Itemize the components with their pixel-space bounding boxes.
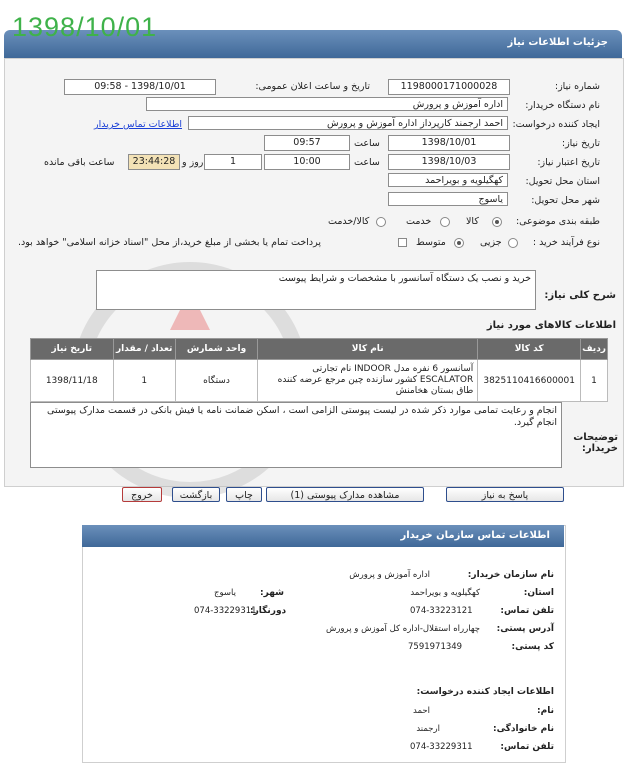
attachments-button[interactable]: مشاهده مدارک پیوستی (1) (266, 487, 424, 502)
creator-field: احمد ارجمند کارپرداز اداره آموزش و پرورش (188, 116, 508, 130)
contact-postal-label: کد پستی: (511, 642, 554, 652)
validity-time-label: ساعت (354, 157, 380, 168)
col-code: کد کالا (478, 339, 581, 360)
window-title: جزئیات اطلاعات نیاز (507, 37, 608, 48)
creator-phone-label: تلفن تماس: (500, 742, 554, 752)
creator-name: احمد (413, 706, 430, 716)
goods-table (30, 338, 608, 402)
days-label: روز و (182, 157, 204, 168)
validity-date-field: 1398/10/03 (388, 154, 510, 170)
contact-province: کهگیلویه و بویراحمد (410, 588, 480, 598)
cell-row: 1 (581, 360, 608, 402)
announce-label: تاریخ و ساعت اعلان عمومی: (255, 81, 370, 92)
need-date-label: تاریخ نیاز: (561, 138, 600, 149)
buyer-notes-textbox: انجام و رعایت تمامی موارد ذکر شده در لیست پیوستی الزامی است ، اسکن ضمانت نامه یا فیش بانکی در قسمت مدارک پیوستی انجام گیرد. (30, 402, 562, 468)
city-label: شهر محل تحویل: (531, 195, 600, 206)
cell-qty: 1 (113, 360, 175, 402)
cell-name: آسانسور 6 نفره مدل INDOOR نام تجارتی ESCALATOR کشور سازنده چین مرجع عرضه کننده طاق بستان هخامنش (258, 360, 478, 402)
goods-table-header (31, 339, 608, 360)
contact-fax: 074-33229311 (194, 606, 257, 616)
contact-org-label: نام سازمان خریدار: (467, 570, 554, 580)
col-qty: تعداد / مقدار (113, 339, 175, 360)
cell-date: 1398/11/18 (31, 360, 114, 402)
process-radio-minor[interactable] (508, 238, 518, 248)
contact-province-label: استان: (523, 588, 554, 598)
remaining-time-field: 23:44:28 (128, 154, 180, 170)
contact-city-label: شهر: (260, 588, 284, 598)
back-button[interactable]: بازگشت (172, 487, 220, 502)
contact-title: اطلاعات تماس سازمان خریدار (400, 530, 550, 541)
date-stamp: 1398/10/01 (12, 12, 158, 42)
process-option-minor: جزیی (480, 237, 502, 248)
contact-org: اداره آموزش و پرورش (349, 570, 430, 580)
buyer-label: نام دستگاه خریدار: (525, 100, 600, 111)
print-button[interactable]: چاپ (226, 487, 262, 502)
reply-button[interactable]: پاسخ به نیاز (446, 487, 564, 502)
buyer-contact-link[interactable]: اطلاعات تماس خریدار (94, 119, 183, 130)
city-field: یاسوج (388, 192, 508, 206)
need-date-field: 1398/10/01 (388, 135, 510, 151)
creator-label: ایجاد کننده درخواست: (512, 119, 600, 130)
treasury-checkbox[interactable] (398, 238, 407, 247)
creator-phone: 074-33229311 (410, 742, 473, 752)
contact-phone: 074-33223121 (410, 606, 473, 616)
summary-textbox: خرید و نصب یک دستگاه آسانسور با مشخصات و شرایط پیوست (96, 270, 536, 310)
province-label: استان محل تحویل: (525, 176, 600, 187)
contact-title-bar (82, 525, 564, 547)
creator-family: ارجمند (416, 724, 440, 734)
category-option-service: خدمت (406, 216, 432, 227)
validity-time-field: 10:00 (264, 154, 350, 170)
contact-phone-label: تلفن تماس: (500, 606, 554, 616)
need-time-label: ساعت (354, 138, 380, 149)
contact-postal: 7591971349 (408, 642, 463, 652)
category-option-goods-service: کالا/خدمت (328, 216, 370, 227)
need-number-label: شماره نیاز: (554, 81, 600, 92)
creator-family-label: نام خانوادگی: (492, 724, 554, 734)
category-radio-goods-service[interactable] (376, 217, 386, 227)
buyer-field: اداره آموزش و پرورش (146, 97, 508, 111)
category-label: طبقه بندی موضوعی: (515, 216, 600, 227)
treasury-note: پرداخت تمام یا بخشی از مبلغ خرید،از محل "اسناد خزانه اسلامی" خواهد بود. (18, 237, 321, 248)
days-field: 1 (204, 154, 262, 170)
col-date: تاریخ نیاز (31, 339, 114, 360)
creator-name-label: نام: (537, 706, 554, 716)
col-unit: واحد شمارش (175, 339, 257, 360)
col-name: نام کالا (258, 339, 478, 360)
contact-address: چهارراه استقلال-اداره کل آموزش و پرورش (325, 624, 480, 634)
category-radio-service[interactable] (440, 217, 450, 227)
need-number-field: 1198000171000028 (388, 79, 510, 95)
province-field: کهگیلویه و بویراحمد (388, 173, 508, 187)
table-row (31, 360, 608, 402)
buyer-notes-label: توضیحات خریدار: (573, 432, 618, 454)
process-option-medium: متوسط (416, 237, 446, 248)
need-time-field: 09:57 (264, 135, 350, 151)
col-row: ردیف (581, 339, 608, 360)
cell-code: 3825110416600001 (478, 360, 581, 402)
process-label: نوع فرآیند خرید : (532, 237, 600, 248)
process-radio-medium[interactable] (454, 238, 464, 248)
exit-button[interactable]: خروج (122, 487, 162, 502)
contact-city: یاسوج (214, 588, 236, 598)
announce-field: 1398/10/01 - 09:58 (64, 79, 216, 95)
contact-address-label: آدرس پستی: (496, 624, 554, 634)
contact-fax-label: دورنگار: (250, 606, 287, 616)
category-option-goods: کالا (466, 216, 479, 227)
creator-info-title: اطلاعات ایجاد کننده درخواست: (416, 687, 554, 697)
summary-label: شرح کلی نیاز: (544, 290, 616, 301)
goods-section-title: اطلاعات کالاهای مورد نیاز (486, 320, 616, 331)
remaining-label: ساعت باقی مانده (44, 157, 115, 168)
validity-label: تاریخ اعتبار نیاز: (537, 157, 600, 168)
category-radio-goods[interactable] (492, 217, 502, 227)
cell-unit: دستگاه (175, 360, 257, 402)
